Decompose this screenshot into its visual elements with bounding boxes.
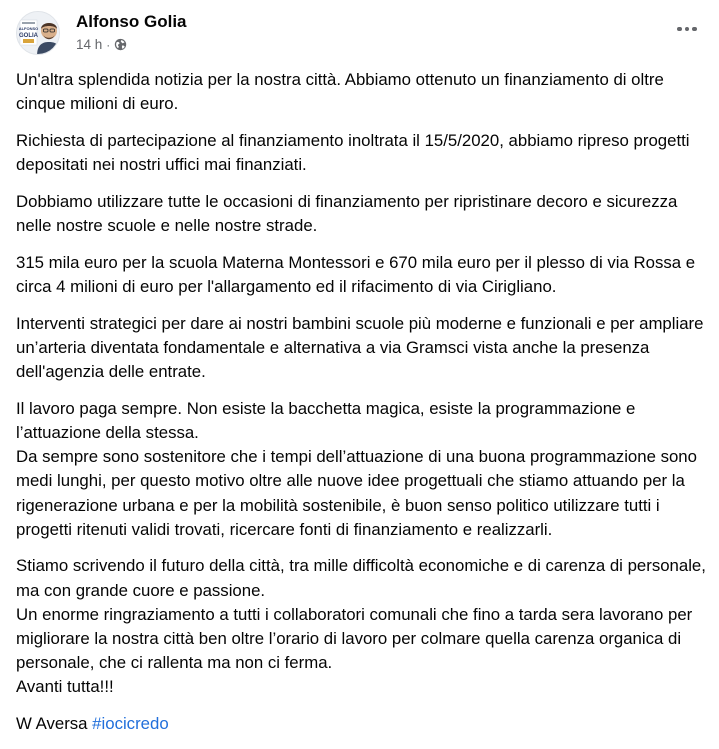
more-dot-icon [692,27,697,32]
post-closing [16,712,706,736]
post-paragraph: Dobbiamo utilizzare tutte le occasioni di finanziamento per ripristinare decoro e sicurezza nelle nostre scuole e nelle nostre strade. [16,191,678,236]
avatar-text-line1: ALFONSO [18,26,39,31]
profile-picture-icon [17,12,60,55]
author-name[interactable]: Alfonso Golia [76,12,187,31]
more-dot-icon [685,27,690,32]
avatar-text-line2: GOLIA [19,33,38,39]
post-meta [76,37,127,52]
post-paragraph: Il lavoro paga sempre. Non esiste la bacchetta magica, esiste la programmazione e l’attuazione della stessa. Da sempre sono sostenitore che i tempi dell’attuazione di una buona programmazione sono medi lunghi, per questo motivo oltre alle nuove idee progettuali che stiamo attuando per la rigenerazione urbana e per la mobilità sostenibile, è buon senso politico utilizzare tutti i progetti ritenuti validi trovati, ricercare fonti di finanziamento e realizzarli. [16,398,697,539]
more-options-button[interactable] [671,19,703,39]
hashtag-link[interactable]: #iocicredo [92,714,169,734]
post-paragraph: 315 mila euro per la scuola Materna Montessori e 670 mila euro per il plesso di via Rossa e circa 4 milioni di euro per l'allargamento ed il rifacimento di via Cirigliano. [16,252,696,296]
more-dot-icon [677,27,682,32]
post-body [16,68,706,749]
closing-text: W Aversa [16,714,93,734]
avatar[interactable] [16,11,60,55]
post-paragraph: Stiamo scrivendo il futuro della città, tra mille difficoltà economiche e di carenza di personale, ma con grande cuore e passione. Un enorme ringraziamento a tutti i collaboratori comunali che fino a tarda sera lavorano per migliorare la nostra città ben oltre l’orario di lavoro per colmare quella carenza organica di personale, che ci rallenta ma non ci ferma. Avanti tutta!!! [16,556,706,697]
post-paragraph: Un'altra splendida notizia per la nostra città. Abbiamo ottenuto un finanziamento di oltre cinque milioni di euro. [16,70,664,114]
post-paragraph: Interventi strategici per dare ai nostri bambini scuole più moderne e funzionali e per ampliare un’arteria diventata fondamentale e alternativa a via Gramsci vista anche la presenza dell'agenzia delle entrate. [16,313,704,382]
post-paragraph: Richiesta di partecipazione al finanziamento inoltrata il 15/5/2020, abbiamo ripreso progetti depositati nei nostri uffici mai finanziati. [16,130,690,175]
post-time[interactable]: 14 h [76,37,103,52]
meta-separator: · [106,37,111,52]
globe-icon[interactable] [114,38,127,51]
post-header [16,11,703,55]
